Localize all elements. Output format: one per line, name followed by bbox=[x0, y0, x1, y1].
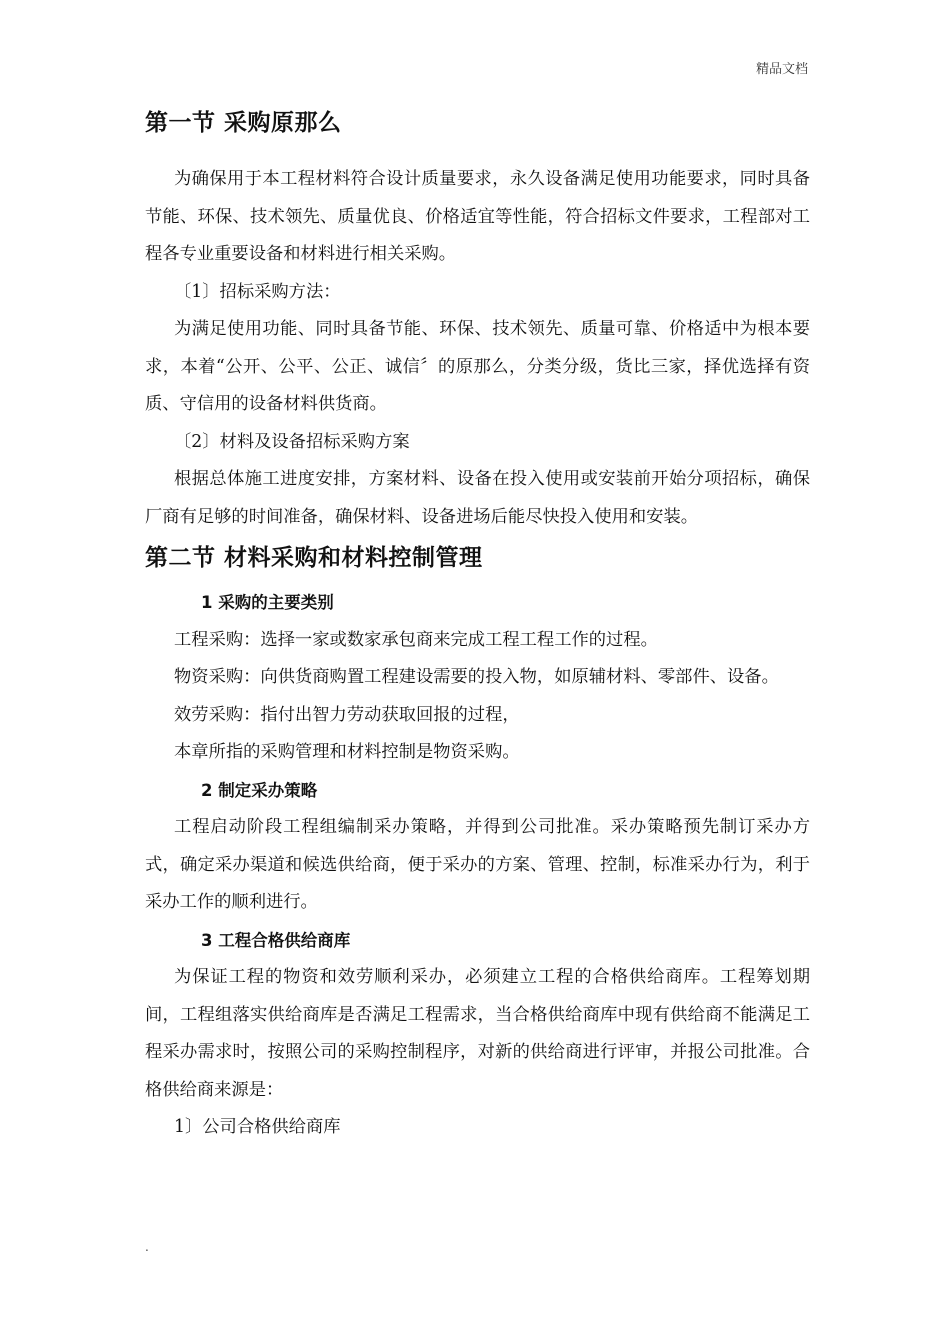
subsection-3-paragraph-1: 为保证工程的物资和效劳顺利采办，必须建立工程的合格供给商库。工程筹划期间，工程组落实供给商库是否满足工程需求，当合格供给商库中现有供给商不能满足工程采办需求时，按照公司的采购控制程序，对新的供给商进行评审，并报公司批准。合格供给商来源是： bbox=[145, 967, 810, 1100]
section-1-item-1-label: 〔1〕招标采购方法： bbox=[174, 281, 341, 302]
subsection-1-paragraph-1: 工程采购：选择一家或数家承包商来完成工程工程工作的过程。 bbox=[174, 629, 658, 650]
section-1-item-2-paragraph: 根据总体施工进度安排，方案材料、设备在投入使用或安装前开始分项招标，确保厂商有足够的时间准备，确保材料、设备进场后能尽快投入使用和安装。 bbox=[145, 469, 810, 527]
header-tag: 精品文档 bbox=[755, 62, 808, 77]
section-2-title: 第二节 材料采购和材料控制管理 bbox=[145, 545, 483, 571]
section-1-item-1-paragraph: 为满足使用功能、同时具备节能、环保、技术领先、质量可靠、价格适中为根本要求，本着“公开、公平、公正、诚信〞的原那么，分类分级，货比三家，择优选择有资质、守信用的设备材料供货商。 bbox=[145, 319, 810, 414]
document-body bbox=[145, 105, 810, 1147]
subsection-1-heading: 1 采购的主要类别 bbox=[201, 593, 334, 612]
subsection-1-paragraph-4: 本章所指的采购管理和材料控制是物资采购。 bbox=[174, 742, 520, 762]
footer-mark: . bbox=[145, 1240, 149, 1254]
subsection-3-paragraph-2: 1〕公司合格供给商库 bbox=[174, 1117, 341, 1137]
subsection-2-heading: 2 制定采办策略 bbox=[201, 780, 318, 800]
subsection-2-paragraph-1: 工程启动阶段工程组编制采办策略，并得到公司批准。采办策略预先制订采办方式，确定采办渠道和候选供给商，便于采办的方案、管理、控制，标准采办行为，利于采办工作的顺利进行。 bbox=[145, 817, 810, 912]
section-1-intro-paragraph: 为确保用于本工程材料符合设计质量要求，永久设备满足使用功能要求，同时具备节能、环保、技术领先、质量优良、价格适宜等性能，符合招标文件要求，工程部对工程各专业重要设备和材料进行相关采购。 bbox=[145, 169, 810, 264]
subsection-3-heading: 3 工程合格供给商库 bbox=[201, 930, 351, 950]
section-1-title: 第一节 采购原那么 bbox=[145, 110, 342, 136]
section-1-item-2-label: 〔2〕材料及设备招标采购方案 bbox=[174, 431, 410, 452]
subsection-1-paragraph-3: 效劳采购：指付出智力劳动获取回报的过程， bbox=[174, 704, 520, 725]
subsection-1-paragraph-2: 物资采购：向供货商购置工程建设需要的投入物，如原辅材料、零部件、设备。 bbox=[174, 667, 779, 687]
